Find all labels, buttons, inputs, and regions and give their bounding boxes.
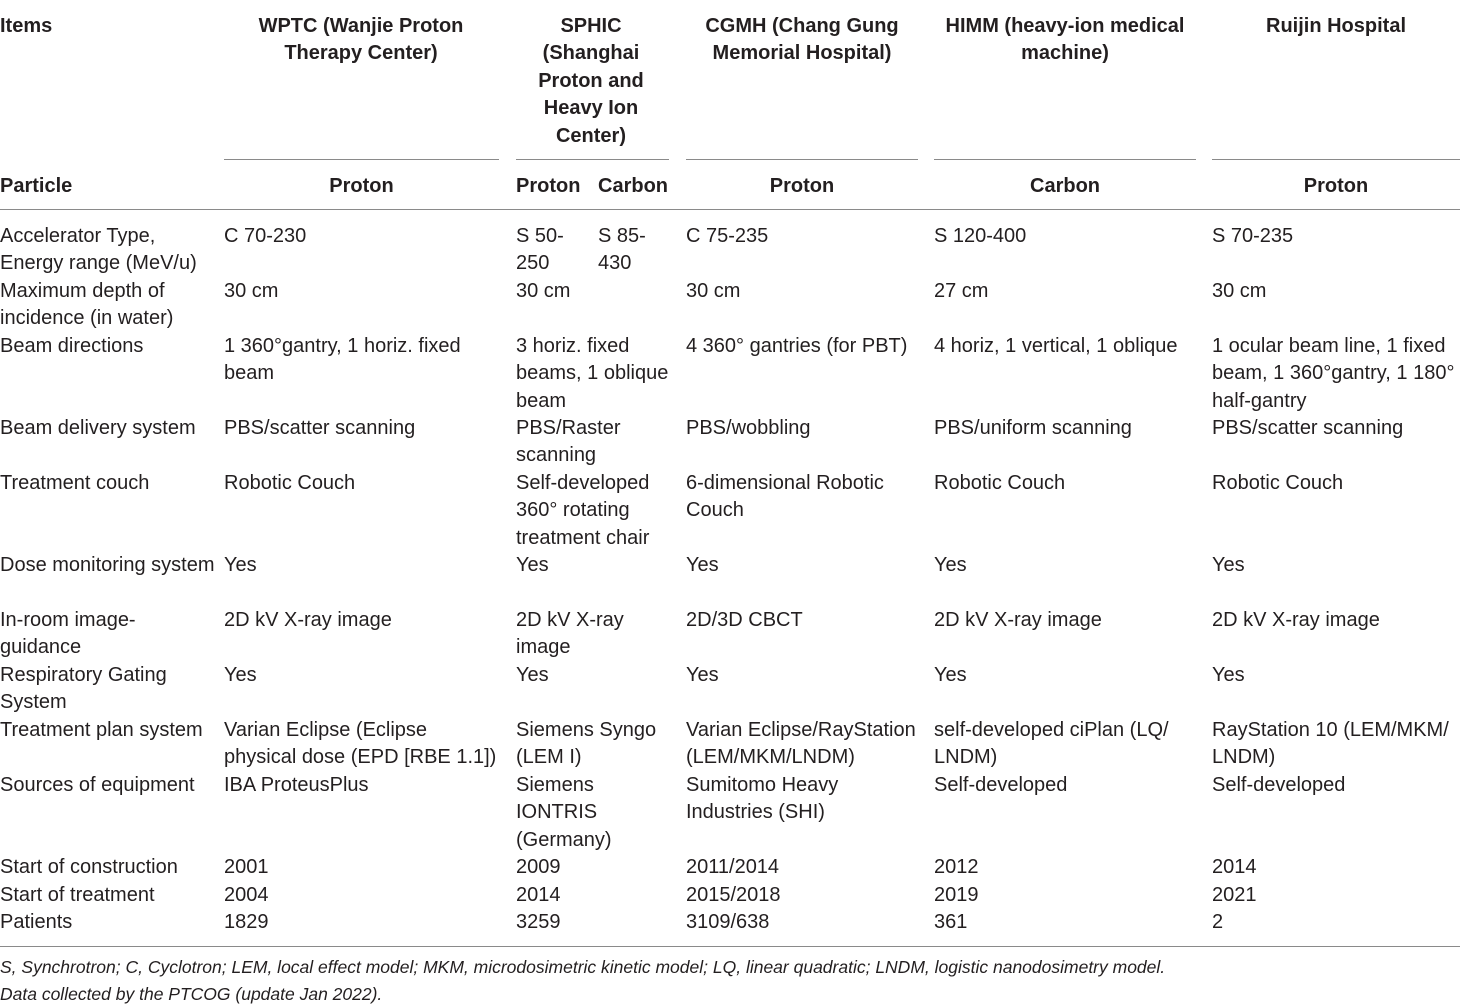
header-rule-himm <box>934 159 1196 160</box>
cell-himm: 2D kV X-ray image <box>934 609 1102 631</box>
row-label: Start of construction <box>0 856 178 878</box>
cell-ruijin: 1 ocular beam line, 1 fixed beam, 1 360°gantry, 1 180° half-gantry <box>1212 335 1455 412</box>
row-label: Dose monitoring system <box>0 554 215 576</box>
cell-ruijin: Yes <box>1212 664 1245 686</box>
row-label: Maximum depth of incidence (in water) <box>0 280 174 330</box>
row-label: Sources of equipment <box>0 774 195 796</box>
header-rule-sphic <box>516 159 669 160</box>
cell-himm: 361 <box>934 911 968 933</box>
cell-cgmh: PBS/wobbling <box>686 417 811 439</box>
cell-ruijin: Self-developed <box>1212 774 1346 796</box>
cell-wptc: 2001 <box>224 856 269 878</box>
cell-cgmh: 2011/2014 <box>686 856 780 878</box>
row-label: Treatment plan system <box>0 719 203 741</box>
footnote-source: Data collected by the PTCOG (update Jan 2022). <box>0 984 383 1004</box>
cell-sphic: 3259 <box>516 911 561 933</box>
row-label: Start of treatment <box>0 884 155 906</box>
cell-ruijin: Robotic Couch <box>1212 472 1344 494</box>
particle-ruijin: Proton <box>1303 175 1369 197</box>
row-label: In-room image-guidance <box>0 609 136 659</box>
cell-cgmh: 2D/3D CBCT <box>686 609 803 631</box>
cell-sphic-carbon: S 85-430 <box>598 225 646 275</box>
header-cgmh: CGMH (Chang Gung Memorial Hospital) <box>705 15 899 65</box>
cell-himm: self-developed ciPlan (LQ/ LNDM) <box>934 719 1169 769</box>
cell-cgmh: 4 360° gantries (for PBT) <box>686 335 908 357</box>
cell-wptc: Yes <box>224 664 257 686</box>
cell-wptc: IBA ProteusPlus <box>224 774 369 796</box>
cell-himm: S 120-400 <box>934 225 1027 247</box>
cell-himm: 27 cm <box>934 280 989 302</box>
cell-wptc: 2004 <box>224 884 269 906</box>
cell-himm: Yes <box>934 554 967 576</box>
cell-ruijin: RayStation 10 (LEM/MKM/ LNDM) <box>1212 719 1449 769</box>
cell-ruijin: 2014 <box>1212 856 1257 878</box>
cell-sphic: 3 horiz. fixed beams, 1 oblique beam <box>516 335 669 412</box>
cell-wptc: Yes <box>224 554 257 576</box>
cell-sphic: 2009 <box>516 856 561 878</box>
cell-ruijin: S 70-235 <box>1212 225 1294 247</box>
particle-cgmh: Proton <box>769 175 835 197</box>
cell-wptc: C 70-230 <box>224 225 307 247</box>
particle-himm: Carbon <box>1030 175 1100 197</box>
cell-sphic-proton: S 50-250 <box>516 225 564 275</box>
cell-wptc: 1 360°gantry, 1 horiz. fixed beam <box>224 335 461 385</box>
cell-cgmh: 3109/638 <box>686 911 770 933</box>
table-bottom-rule <box>0 946 1460 947</box>
cell-cgmh: 2015/2018 <box>686 884 781 906</box>
cell-ruijin: 2 <box>1212 911 1224 933</box>
header-items: Items <box>0 15 53 37</box>
cell-sphic: PBS/Raster scanning <box>516 417 621 467</box>
cell-ruijin: Yes <box>1212 554 1245 576</box>
cell-wptc: 2D kV X-ray image <box>224 609 392 631</box>
cell-sphic: Siemens IONTRIS (Germany) <box>516 774 612 851</box>
cell-sphic: Yes <box>516 554 549 576</box>
particle-wptc: Proton <box>329 175 394 197</box>
cell-cgmh: Sumitomo Heavy Industries (SHI) <box>686 774 839 824</box>
cell-sphic: Self-developed 360° rotating treatment chair <box>516 472 650 549</box>
cell-sphic: Siemens Syngo (LEM I) <box>516 719 657 769</box>
row-label: Patients <box>0 911 73 933</box>
cell-wptc: 1829 <box>224 911 269 933</box>
cell-sphic: 2D kV X-ray image <box>516 609 624 659</box>
header-rule-wptc <box>224 159 499 160</box>
cell-sphic: 30 cm <box>516 280 571 302</box>
header-sphic: SPHIC (Shanghai Proton and Heavy Ion Center) <box>538 15 644 147</box>
row-label: Treatment couch <box>0 472 150 494</box>
cell-cgmh: Yes <box>686 664 719 686</box>
cell-himm: Yes <box>934 664 967 686</box>
cell-cgmh: 6-dimensional Robotic Couch <box>686 472 884 522</box>
cell-cgmh: 30 cm <box>686 280 741 302</box>
row-label: Beam delivery system <box>0 417 196 439</box>
particle-sphic-proton: Proton <box>516 175 581 197</box>
cell-himm: Self-developed <box>934 774 1068 796</box>
header-rule-ruijin <box>1212 159 1460 160</box>
header-ruijin: Ruijin Hospital <box>1266 15 1406 37</box>
header-bottom-rule <box>0 209 1460 210</box>
header-wptc: WPTC (Wanjie Proton Therapy Center) <box>258 15 464 65</box>
cell-himm: 2012 <box>934 856 979 878</box>
header-himm: HIMM (heavy-ion medical machine) <box>945 15 1185 65</box>
cell-sphic: Yes <box>516 664 549 686</box>
cell-cgmh: C 75-235 <box>686 225 769 247</box>
cell-himm: 4 horiz, 1 vertical, 1 oblique <box>934 335 1178 357</box>
header-rule-cgmh <box>686 159 918 160</box>
cell-wptc: Varian Eclipse (Eclipse physical dose (EPD [RBE 1.1]) <box>224 719 497 769</box>
cell-wptc: PBS/scatter scanning <box>224 417 416 439</box>
cell-himm: Robotic Couch <box>934 472 1066 494</box>
particle-sphic-carbon: Carbon <box>598 175 668 197</box>
row-label: Respiratory Gating System <box>0 664 167 714</box>
cell-himm: PBS/uniform scanning <box>934 417 1132 439</box>
particle-label: Particle <box>0 175 73 197</box>
cell-cgmh: Varian Eclipse/RayStation (LEM/MKM/LNDM) <box>686 719 916 769</box>
cell-himm: 2019 <box>934 884 979 906</box>
cell-ruijin: PBS/scatter scanning <box>1212 417 1404 439</box>
cell-ruijin: 2021 <box>1212 884 1257 906</box>
cell-cgmh: Yes <box>686 554 719 576</box>
row-label: Beam directions <box>0 335 144 357</box>
cell-sphic: 2014 <box>516 884 561 906</box>
row-label: Accelerator Type, Energy range (MeV/u) <box>0 225 197 275</box>
cell-ruijin: 30 cm <box>1212 280 1267 302</box>
cell-wptc: 30 cm <box>224 280 279 302</box>
cell-wptc: Robotic Couch <box>224 472 356 494</box>
footnote-abbreviations: S, Synchrotron; C, Cyclotron; LEM, local effect model; MKM, microdosimetric kinetic model; LQ, linear quadratic; LNDM, logistic nanodosimetry model. <box>0 957 1166 977</box>
cell-ruijin: 2D kV X-ray image <box>1212 609 1380 631</box>
